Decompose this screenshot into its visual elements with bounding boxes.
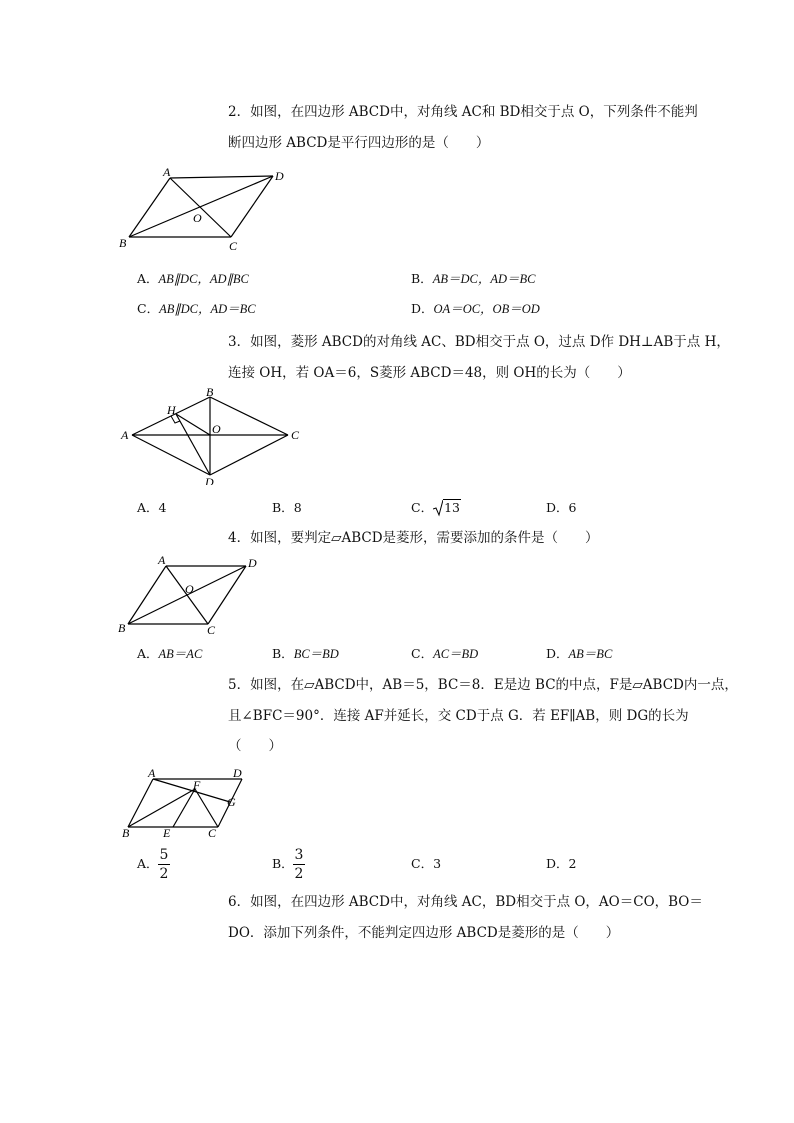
q5-option-a-numerator: 5 — [159, 847, 169, 863]
q5-option-d[interactable]: D．2 — [546, 856, 577, 871]
q4-option-d[interactable]: D．AB＝BC — [546, 646, 613, 661]
q3-segment-oh — [176, 414, 210, 435]
q3-option-b[interactable]: B．8 — [272, 500, 302, 515]
fraction-bar — [293, 864, 305, 865]
q3-text-line2: 连接 OH，若 OA＝6，S菱形 ABCD＝48，则 OH的长为（ ） — [228, 365, 631, 381]
q4-option-c[interactable]: C．AC＝BD — [411, 646, 479, 661]
q2-diagonal-ac — [170, 178, 231, 237]
q5-text-line2: 且∠BFC＝90°．连接 AF并延长，交 CD于点 G．若 EF∥AB，则 DG的长为 — [228, 708, 689, 724]
q5-option-b-numerator: 3 — [294, 847, 304, 863]
q4-label-o: O — [185, 582, 194, 596]
q3-label-h: H — [167, 403, 176, 417]
q2-label-b: B — [119, 236, 127, 250]
q3-label-c: C — [291, 428, 300, 442]
q3-label-d: D — [205, 475, 214, 485]
q5-option-b[interactable]: B． — [272, 856, 294, 871]
q5-option-c[interactable]: C．3 — [411, 856, 442, 871]
q2-option-a[interactable]: A．AB∥DC，AD∥BC — [137, 271, 249, 286]
q5-option-a[interactable]: A． — [137, 856, 159, 871]
q3-text-line1: 3．如图，菱形 ABCD的对角线 AC、BD相交于点 O，过点 D作 DH⊥AB于点 H， — [228, 334, 730, 350]
q3-label-b: B — [206, 385, 214, 399]
q4-text-line1: 4．如图，要判定▱ABCD是菱形，需要添加的条件是（ ） — [228, 530, 599, 546]
q5-option-b-fraction — [293, 848, 305, 881]
q3-option-d[interactable]: D．6 — [546, 500, 577, 515]
q2-label-d: D — [275, 169, 284, 183]
q5-figure — [115, 765, 255, 845]
q4-label-d: D — [248, 556, 257, 570]
sqrt-symbol: 13 — [433, 499, 461, 517]
q4-option-a[interactable]: A．AB＝AC — [137, 646, 203, 661]
q5-label-f: F — [193, 778, 201, 792]
q3-side-bc — [210, 397, 288, 435]
q5-option-b-denominator: 2 — [294, 866, 304, 882]
q2-label-o: O — [193, 211, 202, 225]
q2-side-ad — [170, 176, 273, 178]
q2-label-c: C — [229, 239, 238, 253]
q3-label-o: O — [212, 422, 221, 436]
q3-option-c[interactable]: C． 13 — [411, 500, 460, 515]
q5-label-d: D — [233, 766, 242, 780]
q4-label-b: B — [118, 621, 126, 635]
q2-option-b[interactable]: B．AB＝DC，AD＝BC — [411, 271, 536, 286]
q2-label-a: A — [163, 165, 171, 179]
q5-text-line1: 5．如图，在▱ABCD中，AB＝5，BC＝8．E是边 BC的中点，F是▱ABCD内一点， — [228, 677, 738, 693]
q4-label-a: A — [158, 553, 166, 567]
q3-option-a[interactable]: A．4 — [137, 500, 167, 515]
q4-label-c: C — [207, 623, 216, 637]
q5-option-a-denominator: 2 — [159, 866, 169, 882]
q5-label-e: E — [163, 826, 171, 840]
q4-option-b[interactable]: B．BC＝BD — [272, 646, 339, 661]
fraction-bar — [158, 864, 170, 865]
q6-text-line2: DO．添加下列条件，不能判定四边形 ABCD是菱形的是（ ） — [228, 925, 620, 941]
q3-side-cd — [210, 435, 288, 475]
q5-option-a-fraction — [158, 848, 170, 881]
q5-label-c: C — [208, 826, 217, 840]
q2-text-line1: 2．如图，在四边形 ABCD中，对角线 AC和 BD相交于点 O，下列条件不能判 — [228, 104, 698, 120]
q5-text-line3: （ ） — [228, 738, 282, 754]
q5-label-g: G — [227, 795, 236, 809]
q2-figure — [115, 165, 295, 255]
q3-label-a: A — [121, 428, 129, 442]
q5-label-a: A — [148, 766, 156, 780]
q2-option-c[interactable]: C．AB∥DC，AD＝BC — [137, 301, 256, 316]
q2-text-line2: 断四边形 ABCD是平行四边形的是（ ） — [228, 135, 490, 151]
q3-figure — [118, 385, 308, 485]
q5-label-b: B — [122, 826, 130, 840]
q6-text-line1: 6．如图，在四边形 ABCD中，对角线 AC，BD相交于点 O，AO＝CO，BO＝ — [228, 894, 703, 910]
q4-figure — [115, 552, 265, 637]
q2-option-d[interactable]: D．OA＝OC，OB＝OD — [411, 301, 540, 316]
